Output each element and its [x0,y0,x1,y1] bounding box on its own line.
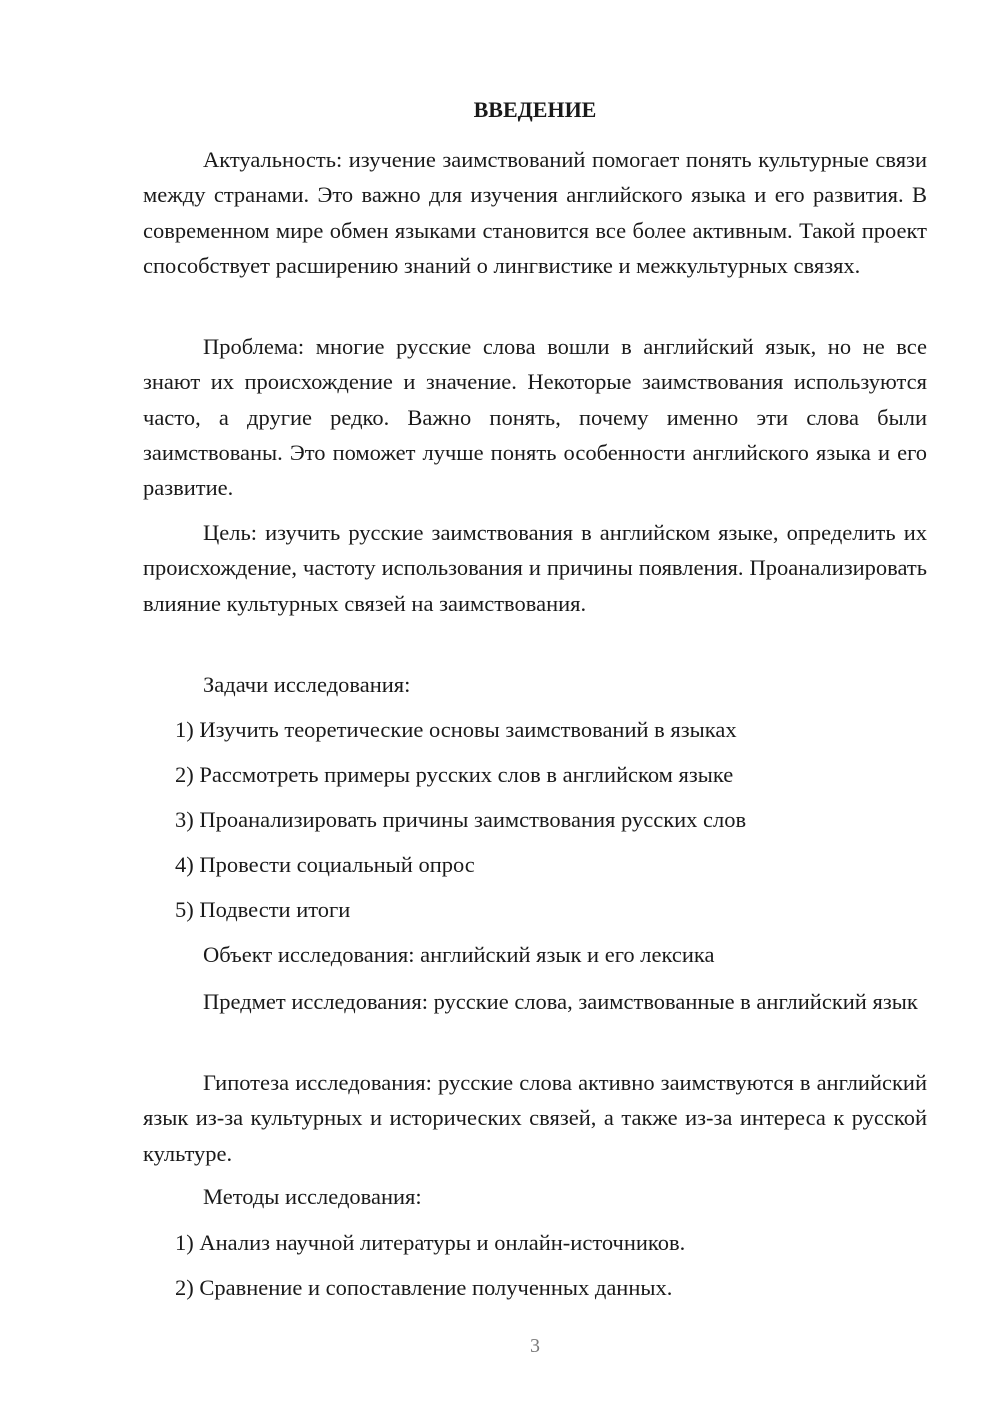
list-item: 1) Анализ научной литературы и онлайн-источников. [175,1230,686,1255]
page-number: 3 [530,1335,540,1357]
paragraph-subject: Предмет исследования: русские слова, заимствованные в английский язык [203,989,918,1014]
list-item: 4) Провести социальный опрос [175,852,475,877]
paragraph-relevance: Актуальность: изучение заимствований помогает понять культурные связи между странами. Это важно для изучения английского языка и его развития. В современном мире обмен языками становится все более активным. Такой проект способствует расширению знаний о лингвистике и межкультурных связях. [143,147,927,278]
methods-heading: Методы исследования: [203,1184,422,1209]
list-item: 5) Подвести итоги [175,897,351,922]
list-item: 1) Изучить теоретические основы заимствований в языках [175,717,737,742]
paragraph-hypothesis: Гипотеза исследования: русские слова активно заимствуются в английский язык из-за культурных и исторических связей, а также из-за интереса к русской культуре. [143,1070,927,1166]
tasks-heading: Задачи исследования: [203,672,411,697]
paragraph-problem: Проблема: многие русские слова вошли в английский язык, но не все знают их происхождение и значение. Некоторые заимствования используются часто, а другие редко. Важно понять, почему именно эти слова были заимствованы. Это поможет лучше понять особенности английского языка и его развитие. [143,334,927,501]
list-item: 3) Проанализировать причины заимствования русских слов [175,807,747,832]
list-item: 2) Рассмотреть примеры русских слов в английском языке [175,762,734,787]
paragraph-object: Объект исследования: английский язык и его лексика [203,942,715,967]
page-title: ВВЕДЕНИЕ [473,97,597,122]
paragraph-goal: Цель: изучить русские заимствования в английском языке, определить их происхождение, частоту использования и причины появления. Проанализировать влияние культурных связей на заимствования. [143,520,927,616]
list-item: 2) Сравнение и сопоставление полученных данных. [175,1275,673,1300]
